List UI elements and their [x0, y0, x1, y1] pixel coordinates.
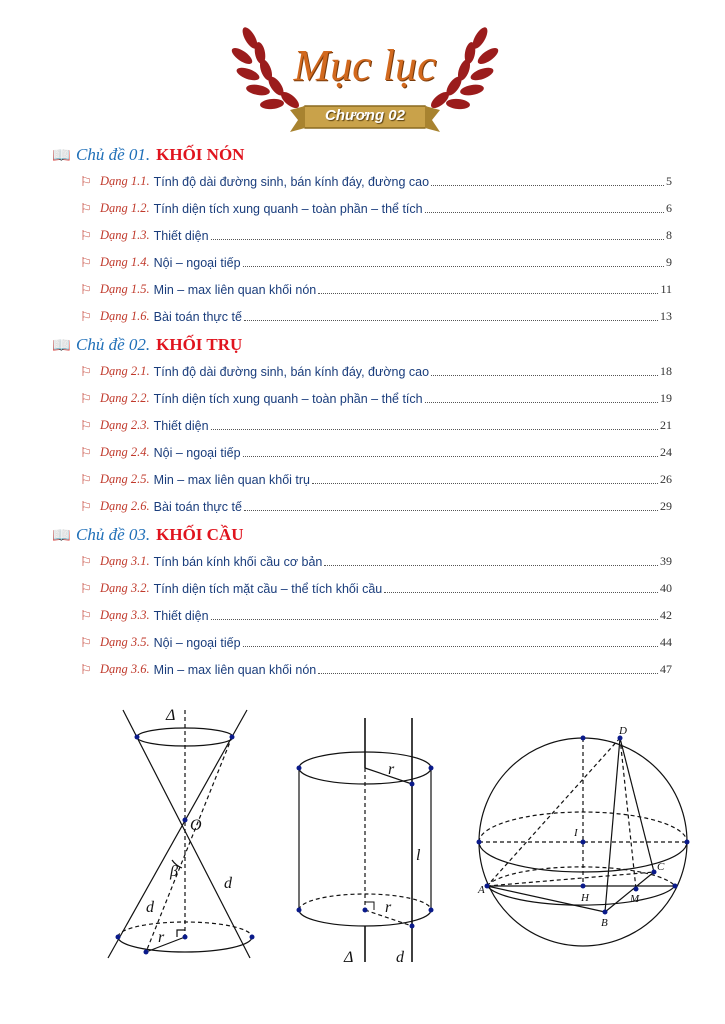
page-number: 5 — [666, 174, 672, 188]
book-icon: 📖 — [52, 527, 71, 544]
entry-text: Nội – ngoại tiếp — [153, 255, 241, 270]
leader-dots — [211, 239, 664, 240]
page-number: 29 — [660, 499, 672, 513]
flag-icon: ⚐ — [80, 281, 92, 297]
toc-entry[interactable] — [52, 602, 672, 629]
leader-dots — [431, 185, 664, 186]
leader-dots — [244, 320, 658, 321]
entry-text: Tính bán kính khối cầu cơ bản — [153, 554, 323, 569]
toc-entry[interactable] — [52, 276, 672, 303]
entry-text: Min – max liên quan khối nón — [153, 282, 317, 297]
label-r: r — [388, 761, 395, 778]
entry-label: Dạng 1.4. — [100, 255, 150, 269]
label-h: H — [581, 892, 589, 904]
label-beta: β — [170, 863, 178, 880]
flag-icon: ⚐ — [80, 607, 92, 623]
toc-entry[interactable] — [52, 168, 672, 195]
topic-title: KHỐI CẦU — [156, 525, 244, 544]
label-o: O — [190, 817, 202, 834]
leader-dots — [312, 483, 658, 484]
entry-text: Min – max liên quan khối trụ — [153, 472, 310, 487]
label-i: I — [574, 827, 578, 839]
toc-entry[interactable] — [52, 385, 672, 412]
flag-icon: ⚐ — [80, 661, 92, 677]
entry-text: Bài toán thực tế — [153, 309, 242, 324]
flag-icon: ⚐ — [80, 634, 92, 650]
toc-entry[interactable] — [52, 358, 672, 385]
page-number: 40 — [660, 581, 672, 595]
flag-icon: ⚐ — [80, 553, 92, 569]
label-b: B — [601, 917, 608, 929]
flag-icon: ⚐ — [80, 200, 92, 216]
leader-dots — [425, 212, 664, 213]
entry-text: Min – max liên quan khối nón — [153, 662, 317, 677]
entry-text: Tính độ dài đường sinh, bán kính đáy, đường cao — [153, 174, 430, 189]
flag-icon: ⚐ — [80, 471, 92, 487]
topic-heading[interactable] — [52, 332, 672, 358]
page-number: 18 — [660, 364, 672, 378]
toc-entry[interactable] — [52, 303, 672, 330]
toc-entry[interactable] — [52, 412, 672, 439]
page-number: 24 — [660, 445, 672, 459]
leader-dots — [431, 375, 658, 376]
entry-label: Dạng 2.3. — [100, 418, 150, 432]
page-number: 21 — [660, 418, 672, 432]
toc-entry[interactable] — [52, 548, 672, 575]
book-icon: 📖 — [52, 337, 71, 354]
entry-label: Dạng 3.2. — [100, 581, 150, 595]
toc-entry[interactable] — [52, 249, 672, 276]
topic-label: Chủ đề 03. — [76, 525, 151, 544]
book-icon: 📖 — [52, 147, 71, 164]
flag-icon: ⚐ — [80, 227, 92, 243]
entry-text: Nội – ngoại tiếp — [153, 445, 241, 460]
page-number: 8 — [666, 228, 672, 242]
flag-icon: ⚐ — [80, 417, 92, 433]
page-number: 11 — [660, 282, 672, 296]
leader-dots — [211, 619, 658, 620]
label-r: r — [158, 929, 165, 946]
toc-header — [220, 18, 510, 143]
page-number: 19 — [660, 391, 672, 405]
label-l: l — [416, 847, 421, 864]
topic-heading[interactable] — [52, 522, 672, 548]
entry-label: Dạng 3.5. — [100, 635, 150, 649]
toc-entry[interactable] — [52, 439, 672, 466]
label-r: r — [385, 899, 392, 916]
entry-label: Dạng 1.2. — [100, 201, 150, 215]
toc-entry[interactable] — [52, 656, 672, 683]
label-delta: Δ — [344, 949, 354, 966]
page-number: 26 — [660, 472, 672, 486]
entry-label: Dạng 1.3. — [100, 228, 150, 242]
leader-dots — [384, 592, 658, 593]
entry-label: Dạng 2.5. — [100, 472, 150, 486]
leader-dots — [211, 429, 658, 430]
entry-text: Bài toán thực tế — [153, 499, 242, 514]
page-number: 13 — [660, 309, 672, 323]
leader-dots — [318, 673, 658, 674]
entry-text: Tính diện tích xung quanh – toàn phần – thể tích — [153, 201, 423, 216]
entry-text: Tính diện tích mặt cầu – thể tích khối cầu — [153, 581, 383, 596]
entry-label: Dạng 1.5. — [100, 282, 150, 296]
label-a: A — [478, 884, 485, 896]
flag-icon: ⚐ — [80, 363, 92, 379]
entry-label: Dạng 2.6. — [100, 499, 150, 513]
leader-dots — [324, 565, 658, 566]
entry-label: Dạng 3.6. — [100, 662, 150, 676]
flag-icon: ⚐ — [80, 254, 92, 270]
page-number: 44 — [660, 635, 672, 649]
leader-dots — [243, 266, 664, 267]
leader-dots — [425, 402, 658, 403]
topic-label: Chủ đề 01. — [76, 145, 151, 164]
entry-label: Dạng 2.1. — [100, 364, 150, 378]
topic-label: Chủ đề 02. — [76, 335, 151, 354]
entry-text: Thiết diện — [153, 228, 209, 243]
page-number: 42 — [660, 608, 672, 622]
entry-text: Thiết diện — [153, 418, 209, 433]
entry-label: Dạng 3.3. — [100, 608, 150, 622]
label-d: d — [146, 899, 154, 916]
topic-title: KHỐI NÓN — [156, 145, 245, 164]
page-number: 6 — [666, 201, 672, 215]
label-m: M — [630, 893, 640, 905]
table-of-contents — [52, 140, 672, 683]
flag-icon: ⚐ — [80, 173, 92, 189]
page-number: 9 — [666, 255, 672, 269]
toc-entry[interactable] — [52, 493, 672, 520]
entry-text: Tính độ dài đường sinh, bán kính đáy, đường cao — [153, 364, 430, 379]
entry-label: Dạng 2.4. — [100, 445, 150, 459]
label-d: d — [224, 875, 232, 892]
leader-dots — [244, 510, 658, 511]
page-title: Mục lục — [293, 41, 437, 90]
entry-text: Nội – ngoại tiếp — [153, 635, 241, 650]
geometry-figures — [0, 690, 725, 1024]
topic-title: KHỐI TRỤ — [156, 335, 243, 354]
page-number: 47 — [660, 662, 672, 676]
label-delta: Δ — [166, 707, 176, 724]
toc-entry[interactable] — [52, 575, 672, 602]
chapter-banner: Chương 02 — [325, 107, 405, 124]
page-number: 39 — [660, 554, 672, 568]
toc-entry[interactable] — [52, 466, 672, 493]
flag-icon: ⚐ — [80, 444, 92, 460]
flag-icon: ⚐ — [80, 580, 92, 596]
leader-dots — [243, 456, 658, 457]
cone-figure — [108, 710, 252, 958]
entry-text: Thiết diện — [153, 608, 209, 623]
entry-label: Dạng 3.1. — [100, 554, 150, 568]
entry-label: Dạng 1.6. — [100, 309, 150, 323]
flag-icon: ⚐ — [80, 498, 92, 514]
entry-label: Dạng 1.1. — [100, 174, 150, 188]
entry-label: Dạng 2.2. — [100, 391, 150, 405]
flag-icon: ⚐ — [80, 308, 92, 324]
toc-entry[interactable] — [52, 195, 672, 222]
toc-entry[interactable] — [52, 629, 672, 656]
toc-entry[interactable] — [52, 222, 672, 249]
label-d: D — [619, 725, 627, 737]
leader-dots — [318, 293, 658, 294]
leader-dots — [243, 646, 658, 647]
label-c: C — [657, 861, 665, 873]
label-d: d — [396, 949, 404, 966]
entry-text: Tính diện tích xung quanh – toàn phần – thể tích — [153, 391, 423, 406]
topic-heading[interactable] — [52, 142, 672, 168]
flag-icon: ⚐ — [80, 390, 92, 406]
